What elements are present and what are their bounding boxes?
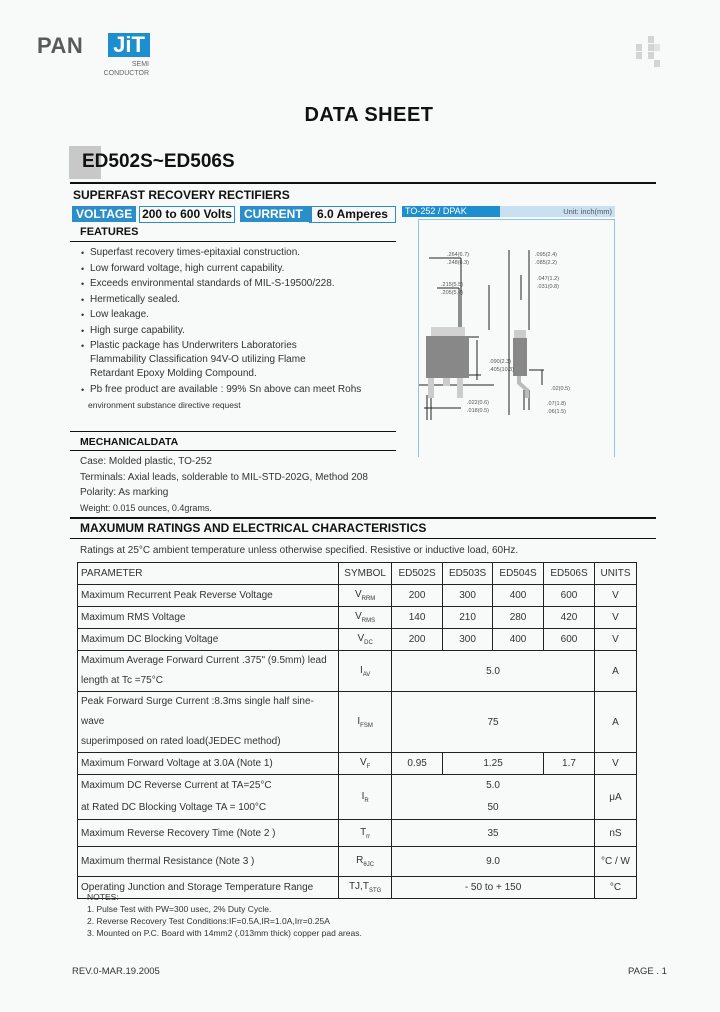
logo-pan-text: PAN	[37, 33, 84, 58]
svg-text:.07(1.8): .07(1.8)	[547, 401, 566, 407]
unit-cell: V	[594, 585, 636, 607]
svg-text:.02(0.5): .02(0.5)	[551, 386, 570, 392]
unit-cell: V	[594, 607, 636, 629]
symbol-cell: $I_{FSM}$	[339, 692, 392, 753]
param-cell: Peak Forward Surge Current :8.3ms single half sine-wave superimposed on rated load(JEDEC method)	[78, 692, 339, 753]
svg-text:.085(2.2): .085(2.2)	[535, 260, 558, 266]
divider	[70, 450, 396, 451]
table-header-row	[78, 563, 637, 585]
features-list	[80, 246, 390, 412]
package-drawing-frame-lower	[418, 419, 615, 457]
table-row	[78, 585, 637, 607]
col-header: UNITS	[594, 563, 636, 585]
decorative-squares-icon	[636, 36, 660, 68]
note-item: 1. Pulse Test with PW=300 usec, 2% Duty Cycle.	[87, 904, 272, 914]
param-cell: Maximum RMS Voltage	[78, 607, 339, 629]
feature-item: • Low leakage.	[80, 308, 390, 322]
feature-item: • Exceeds environmental standards of MIL-S-19500/228.	[80, 277, 390, 291]
note-item: 2. Reverse Recovery Test Conditions:IF=0.5A,IR=1.0A,Irr=0.25A	[87, 916, 330, 926]
value-cell: 75	[392, 692, 595, 753]
feature-item: • High surge capability.	[80, 324, 390, 338]
param-cell: Maximum Forward Voltage at 3.0A (Note 1)	[78, 753, 339, 775]
value-cell: 300	[443, 629, 493, 651]
voltage-label: VOLTAGE	[72, 206, 136, 222]
unit-cell: A	[594, 651, 636, 692]
value-cell: 9.0	[392, 847, 595, 877]
page-number: PAGE . 1	[628, 966, 667, 977]
feature-item: • Superfast recovery times-epitaxial construction.	[80, 246, 390, 260]
unit-cell: °C / W	[594, 847, 636, 877]
col-header: SYMBOL	[339, 563, 392, 585]
value-cell: 200	[392, 585, 443, 607]
value-cell: 210	[443, 607, 493, 629]
col-header: PARAMETER	[78, 563, 339, 585]
table-row	[78, 847, 637, 877]
table-row	[78, 651, 637, 692]
package-drawing-frame	[418, 219, 615, 420]
feature-item: • Pb free product are available : 99% Sn above can meet Rohs	[80, 383, 390, 397]
value-cell: 5.0 50	[392, 775, 595, 820]
svg-text:.047(1.2): .047(1.2)	[537, 276, 560, 282]
logo-semiconductor	[97, 60, 149, 78]
package-unit: Unit: inch(mm)	[563, 207, 612, 216]
ratings-heading: MAXUMUM RATINGS AND ELECTRICAL CHARACTERISTICS	[80, 521, 427, 535]
svg-text:.06(1.5): .06(1.5)	[547, 409, 566, 415]
feature-item: • Hermetically sealed.	[80, 293, 390, 307]
table-row	[78, 692, 637, 753]
mechanical-line: Polarity: As marking	[80, 487, 169, 498]
notes	[87, 891, 362, 939]
logo-semi-line1: SEMI	[131, 61, 149, 68]
value-cell: 35	[392, 820, 595, 847]
svg-text:.031(0.8): .031(0.8)	[537, 284, 560, 290]
svg-text:.264(6.7): .264(6.7)	[447, 252, 470, 258]
value-cell: - 50 to + 150	[392, 877, 595, 899]
mechanical-heading: MECHANICALDATA	[80, 436, 179, 448]
divider	[70, 241, 396, 242]
svg-text:.215(5.5): .215(5.5)	[441, 282, 464, 288]
divider	[70, 431, 396, 432]
symbol-cell: $TJ,T_{STG}$	[339, 877, 392, 899]
unit-cell: μA	[594, 775, 636, 820]
mechanical-line: Weight: 0.015 ounces, 0.4grams.	[80, 502, 212, 513]
symbol-cell: $V_{RMS}$	[339, 607, 392, 629]
table-row	[78, 607, 637, 629]
col-header: ED506S	[544, 563, 595, 585]
unit-cell: V	[594, 629, 636, 651]
svg-text:.018(0.5): .018(0.5)	[467, 408, 490, 414]
divider	[70, 538, 656, 539]
mechanical-data-list	[80, 456, 368, 518]
value-cell: 1.25	[443, 753, 544, 775]
current-label: CURRENT	[240, 206, 312, 222]
divider	[70, 517, 656, 519]
value-cell: 0.95	[392, 753, 443, 775]
current-value: 6.0 Amperes	[309, 206, 396, 223]
table-row	[78, 820, 637, 847]
param-cell: Maximum DC Blocking Voltage	[78, 629, 339, 651]
mechanical-line: Case: Molded plastic, TO-252	[80, 456, 212, 467]
package-label: TO-252 / DPAK	[402, 206, 500, 217]
part-number: ED502S~ED506S	[82, 151, 235, 172]
symbol-cell: $V_{DC}$	[339, 629, 392, 651]
features-heading: FEATURES	[80, 226, 139, 238]
feature-item-sub: environment substance directive request	[88, 400, 241, 410]
mechanical-line: Terminals: Axial leads, solderable to MIL-STD-202G, Method 208	[80, 471, 368, 483]
symbol-cell: $T_{rr}$	[339, 820, 392, 847]
value-cell: 600	[544, 629, 595, 651]
voltage-value: 200 to 600 Volts	[139, 206, 235, 223]
param-cell: Maximum Average Forward Current .375" (9.5mm) lead length at Tc =75°C	[78, 651, 339, 692]
symbol-cell: $R_{\theta JC}$	[339, 847, 392, 877]
value-cell: 400	[493, 629, 544, 651]
unit-cell: nS	[594, 820, 636, 847]
value-cell: 600	[544, 585, 595, 607]
revision-label: REV.0-MAR.19.2005	[72, 966, 160, 977]
value-cell: 400	[493, 585, 544, 607]
package-outline-drawing	[419, 220, 614, 420]
col-header: ED502S	[392, 563, 443, 585]
value-cell: 280	[493, 607, 544, 629]
svg-text:.090(2.3): .090(2.3)	[489, 359, 512, 365]
notes-heading: NOTES:	[87, 892, 119, 902]
divider	[70, 182, 656, 184]
svg-text:.248(6.3): .248(6.3)	[447, 260, 470, 266]
unit-cell: A	[594, 692, 636, 753]
symbol-cell: $V_F$	[339, 753, 392, 775]
param-cell: Maximum Reverse Recovery Time (Note 2 )	[78, 820, 339, 847]
unit-cell: °C	[594, 877, 636, 899]
ratings-table	[77, 562, 637, 899]
logo-jit-text: JiT	[108, 33, 150, 57]
value-cell: 200	[392, 629, 443, 651]
table-row	[78, 629, 637, 651]
svg-text:.405(10.3): .405(10.3)	[489, 367, 515, 373]
symbol-cell: $I_R$	[339, 775, 392, 820]
symbol-cell: $V_{RRM}$	[339, 585, 392, 607]
logo-semi-line2: CONDUCTOR	[103, 70, 149, 77]
product-subtitle: SUPERFAST RECOVERY RECTIFIERS	[73, 188, 290, 202]
note-item: 3. Mounted on P.C. Board with 14mm2 (.013mm thick) copper pad areas.	[87, 928, 362, 938]
package-header	[402, 206, 615, 217]
param-cell: Maximum Recurrent Peak Reverse Voltage	[78, 585, 339, 607]
symbol-cell: $I_{AV}$	[339, 651, 392, 692]
col-header: ED503S	[443, 563, 493, 585]
value-cell: 1.7	[544, 753, 595, 775]
param-cell: Maximum DC Reverse Current at TA=25°C at Rated DC Blocking Voltage TA = 100°C	[78, 775, 339, 820]
table-row	[78, 753, 637, 775]
value-cell: 140	[392, 607, 443, 629]
param-cell: Maximum thermal Resistance (Note 3 )	[78, 847, 339, 877]
value-cell: 300	[443, 585, 493, 607]
svg-text:.022(0.6): .022(0.6)	[467, 400, 490, 406]
svg-text:.095(2.4): .095(2.4)	[535, 252, 558, 258]
ratings-condition: Ratings at 25°C ambient temperature unless otherwise specified. Resistive or inductive load, 60Hz.	[80, 545, 519, 556]
feature-item: • Plastic package has Underwriters Laboratories Flammability Classification 94V-O utilizing Flame Retardant Epoxy Molding Compound.	[80, 339, 330, 381]
value-cell: 420	[544, 607, 595, 629]
svg-text:.205(5.2): .205(5.2)	[441, 290, 464, 296]
page-title: DATA SHEET	[304, 104, 434, 126]
col-header: ED504S	[493, 563, 544, 585]
param-cell: Operating Junction and Storage Temperature Range	[78, 877, 339, 899]
feature-item: • Low forward voltage, high current capability.	[80, 262, 390, 276]
table-row	[78, 775, 637, 820]
value-cell: 5.0	[392, 651, 595, 692]
unit-cell: V	[594, 753, 636, 775]
